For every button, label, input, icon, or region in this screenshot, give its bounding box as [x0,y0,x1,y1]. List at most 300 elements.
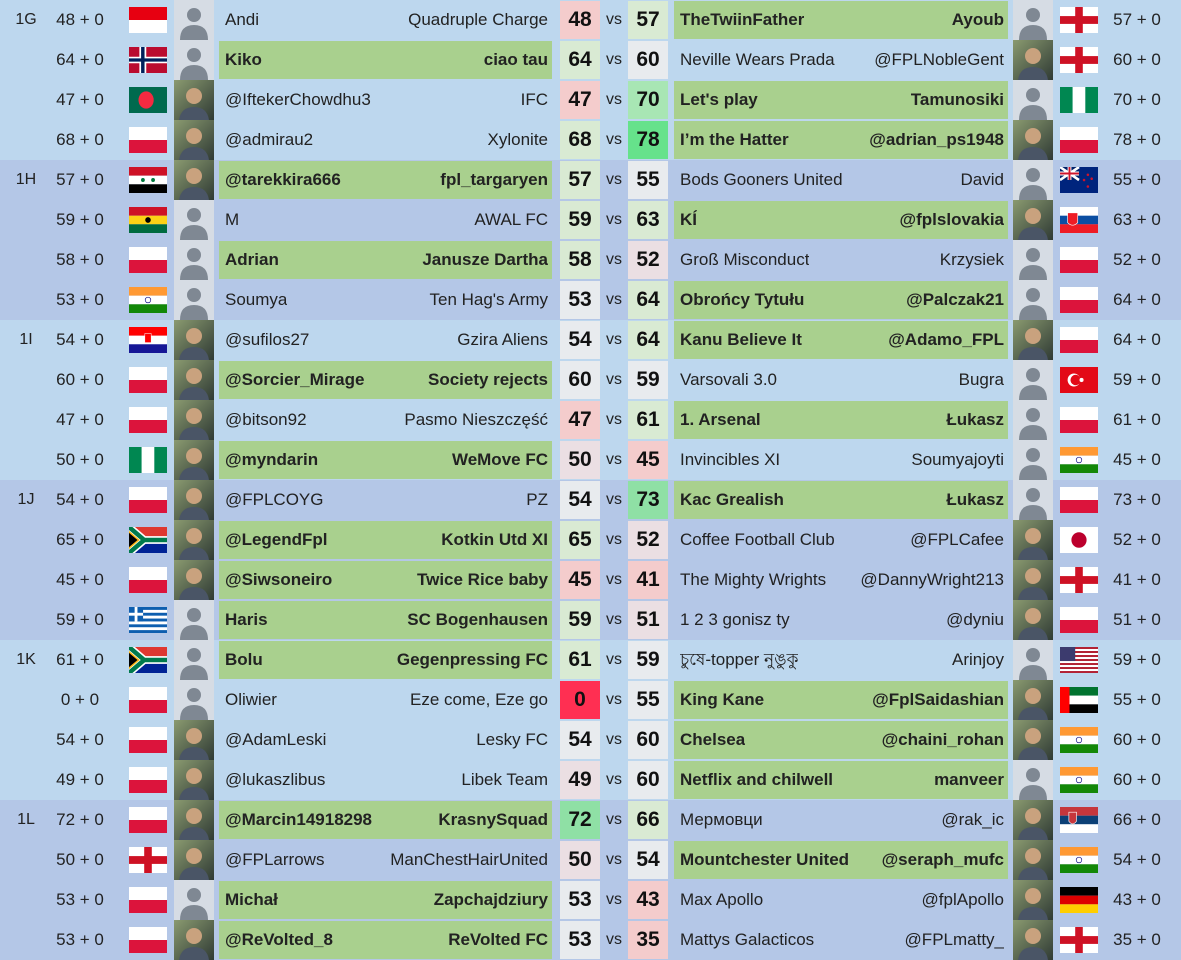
vs-label: vs [606,651,622,668]
new-zealand-flag-icon [1060,167,1098,193]
away-team-name: King Kane [680,690,765,709]
away-manager-name: Łukasz [946,490,1004,509]
home-team-name: WeMove FC [451,450,548,469]
away-team-name: Varsovali 3.0 [680,370,778,389]
fixture-row [0,520,1181,560]
home-team-name: Twice Rice baby [416,570,548,589]
away-score: 73 [628,481,668,519]
nigeria-flag-icon [129,447,167,473]
vs-label: vs [606,91,622,108]
away-manager-name: @adrian_ps1948 [869,130,1004,149]
home-points: 57 + 0 [56,170,104,189]
vs-label: vs [606,51,622,68]
home-manager-name: @admirau2 [225,130,314,149]
fixture-row [0,720,1181,760]
england-flag-icon [1060,927,1098,953]
away-points: 59 + 0 [1113,650,1161,669]
vs-label: vs [606,891,622,908]
away-team-name: 1. Arsenal [680,410,761,429]
home-entry [219,641,552,679]
away-points: 57 + 0 [1113,10,1161,29]
fixture-row [0,80,1181,120]
home-avatar [174,320,214,360]
vs-label: vs [606,211,622,228]
away-avatar [1013,80,1053,120]
fixture-row [0,800,1181,840]
fixture-row [0,120,1181,160]
away-manager-name: @Palczak21 [906,290,1004,309]
home-avatar [174,640,214,680]
away-score: 51 [628,601,668,639]
fixture-row [0,0,1181,40]
home-manager-name: Bolu [225,650,263,669]
home-entry [219,481,552,519]
away-score: 43 [628,881,668,919]
home-score: 45 [560,561,600,599]
home-score: 47 [560,401,600,439]
away-score: 41 [628,561,668,599]
home-manager-name: @lukaszlibus [225,770,326,789]
home-manager-name: Soumya [225,290,288,309]
home-avatar [174,400,214,440]
away-points: 66 + 0 [1113,810,1161,829]
away-points: 52 + 0 [1113,250,1161,269]
vs-label: vs [606,291,622,308]
croatia-flag-icon [129,327,167,353]
home-entry [219,721,552,759]
home-manager-name: @FPLarrows [225,850,325,869]
uae-flag-icon [1060,687,1098,713]
home-avatar [174,880,214,920]
vs-label: vs [606,11,622,28]
away-entry [674,1,1008,39]
home-avatar [174,480,214,520]
group-label: 1K [16,651,36,668]
fixture-row [0,880,1181,920]
away-avatar [1013,840,1053,880]
home-entry [219,801,552,839]
nigeria-flag-icon [1060,87,1098,113]
home-points: 59 + 0 [56,610,104,629]
home-manager-name: @Marcin14918298 [225,810,373,829]
fixture-row [0,240,1181,280]
fixture-row [0,440,1181,480]
away-avatar [1013,360,1053,400]
home-points: 60 + 0 [56,370,104,389]
away-score: 61 [628,401,668,439]
away-manager-name: @Adamo_FPL [888,330,1004,349]
away-manager-name: @DannyWright213 [860,570,1004,589]
away-entry [674,161,1008,199]
greece-flag-icon [129,607,167,633]
away-points: 60 + 0 [1113,50,1161,69]
home-points: 53 + 0 [56,890,104,909]
poland-flag-icon [1060,127,1098,153]
home-score: 0 [560,681,600,719]
away-avatar [1013,680,1053,720]
home-team-name: Kotkin Utd XI [441,530,548,549]
away-team-name: TheTwiinFather [680,10,805,29]
away-manager-name: @fplslovakia [899,210,1004,229]
home-avatar [174,760,214,800]
away-manager-name: @chaini_rohan [881,730,1004,749]
poland-flag-icon [129,407,167,433]
ghana-flag-icon [129,207,167,233]
fixture-row [0,600,1181,640]
fixture-row [0,840,1181,880]
home-points: 0 + 0 [60,690,100,709]
home-points: 61 + 0 [56,650,104,669]
away-points: 61 + 0 [1113,410,1161,429]
india-flag-icon [1060,727,1098,753]
england-flag-icon [1060,7,1098,33]
away-team-name: Neville Wears Prada [680,50,835,69]
home-team-name: Lesky FC [476,730,548,749]
poland-flag-icon [129,687,167,713]
away-points: 60 + 0 [1113,730,1161,749]
away-manager-name: Bugra [958,370,1004,389]
home-entry [219,401,552,439]
away-manager-name: @FPLmatty_ [904,930,1004,949]
home-manager-name: @IftekerChowdhu3 [225,90,371,109]
away-entry [674,801,1008,839]
home-avatar [174,520,214,560]
home-manager-name: @LegendFpl [225,530,328,549]
england-flag-icon [129,847,167,873]
away-points: 64 + 0 [1113,330,1161,349]
turkey-flag-icon [1060,367,1098,393]
away-team-name: চুষে-topper নুঙুকু [680,650,799,669]
serbia-flag-icon [1060,807,1098,833]
england-flag-icon [1060,567,1098,593]
away-entry [674,721,1008,759]
home-manager-name: @FPLCOYG [225,490,324,509]
away-score: 57 [628,1,668,39]
away-avatar [1013,40,1053,80]
home-team-name: Gzira Aliens [457,330,548,349]
away-score: 63 [628,201,668,239]
away-score: 35 [628,921,668,959]
away-team-name: Bods Gooners United [680,170,843,189]
away-entry [674,481,1008,519]
away-entry [674,281,1008,319]
home-team-name: SC Bogenhausen [407,610,548,629]
syria-flag-icon [129,167,167,193]
away-avatar [1013,600,1053,640]
fixture-row [0,200,1181,240]
vs-label: vs [606,451,622,468]
fixture-row [0,920,1181,960]
home-manager-name: @myndarin [225,450,319,469]
away-manager-name: manveer [934,770,1004,789]
home-avatar [174,40,214,80]
bangladesh-flag-icon [129,87,167,113]
away-entry [674,561,1008,599]
home-team-name: AWAL FC [474,210,548,229]
away-points: 59 + 0 [1113,370,1161,389]
away-avatar [1013,560,1053,600]
away-avatar [1013,400,1053,440]
home-manager-name: @tarekkira666 [225,170,341,189]
home-entry [219,201,552,239]
away-avatar [1013,800,1053,840]
away-avatar [1013,760,1053,800]
vs-label: vs [606,131,622,148]
away-team-name: The Mighty Wrights [680,570,827,589]
poland-flag-icon [1060,247,1098,273]
group-label: 1I [19,331,33,348]
home-points: 65 + 0 [56,530,104,549]
vs-label: vs [606,611,622,628]
home-entry [219,521,552,559]
fixture-row [0,400,1181,440]
home-score: 54 [560,721,600,759]
away-score: 54 [628,841,668,879]
away-team-name: Max Apollo [680,890,764,909]
home-team-name: ManChestHairUnited [390,850,548,869]
home-score: 65 [560,521,600,559]
away-avatar [1013,320,1053,360]
home-entry [219,161,552,199]
home-manager-name: Haris [225,610,268,629]
home-team-name: fpl_targaryen [440,170,548,189]
home-avatar [174,240,214,280]
away-score: 55 [628,681,668,719]
poland-flag-icon [1060,607,1098,633]
away-manager-name: @FPLNobleGent [874,50,1004,69]
group-label: 1J [17,491,35,508]
fixture-row [0,560,1181,600]
vs-label: vs [606,371,622,388]
away-score: 60 [628,761,668,799]
home-score: 53 [560,921,600,959]
home-points: 48 + 0 [56,10,104,29]
away-entry [674,521,1008,559]
home-manager-name: @bitson92 [225,410,307,429]
fixture-row [0,320,1181,360]
away-team-name: Groß Misconduct [680,250,810,269]
away-team-name: Kac Grealish [680,490,784,509]
away-manager-name: @dyniu [946,610,1004,629]
south-africa-flag-icon [129,527,167,553]
home-manager-name: Andi [225,10,260,29]
home-points: 50 + 0 [56,450,104,469]
home-manager-name: @ReVolted_8 [225,930,333,949]
away-entry [674,841,1008,879]
india-flag-icon [1060,767,1098,793]
away-manager-name: Soumyajoyti [911,450,1004,469]
home-team-name: ciao tau [483,50,548,69]
home-score: 50 [560,841,600,879]
home-manager-name: Adrian [225,250,279,269]
away-manager-name: Krzysiek [939,250,1004,269]
home-points: 59 + 0 [56,210,104,229]
away-points: 55 + 0 [1113,690,1161,709]
home-avatar [174,200,214,240]
away-avatar [1013,640,1053,680]
home-entry [219,241,552,279]
away-manager-name: Tamunosiki [910,90,1004,109]
away-entry [674,201,1008,239]
away-team-name: Let's play [680,90,758,109]
away-avatar [1013,200,1053,240]
away-manager-name: @FPLCafee [910,530,1004,549]
away-score: 64 [628,281,668,319]
home-points: 68 + 0 [56,130,104,149]
away-avatar [1013,160,1053,200]
away-team-name: Mountchester United [680,850,850,869]
away-avatar [1013,0,1053,40]
away-points: 78 + 0 [1113,130,1161,149]
poland-flag-icon [129,367,167,393]
group-label: 1G [15,11,37,28]
home-points: 45 + 0 [56,570,104,589]
vs-label: vs [606,411,622,428]
home-manager-name: Kiko [225,50,262,69]
poland-flag-icon [1060,487,1098,513]
away-team-name: I’m the Hatter [680,130,789,149]
away-team-name: 1 2 3 gonisz ty [680,610,790,629]
poland-flag-icon [1060,327,1098,353]
fixture-row [0,280,1181,320]
home-points: 54 + 0 [56,730,104,749]
home-entry [219,121,552,159]
home-score: 54 [560,481,600,519]
home-score: 68 [560,121,600,159]
away-points: 70 + 0 [1113,90,1161,109]
home-score: 60 [560,361,600,399]
away-avatar [1013,280,1053,320]
usa-flag-icon [1060,647,1098,673]
away-score: 45 [628,441,668,479]
away-entry [674,601,1008,639]
vs-label: vs [606,331,622,348]
away-avatar [1013,880,1053,920]
away-entry [674,441,1008,479]
home-entry [219,921,552,959]
home-avatar [174,560,214,600]
home-score: 59 [560,601,600,639]
away-points: 35 + 0 [1113,930,1161,949]
home-team-name: Eze come, Eze go [410,690,548,709]
india-flag-icon [1060,447,1098,473]
home-score: 49 [560,761,600,799]
away-points: 60 + 0 [1113,770,1161,789]
away-manager-name: Arinjoy [952,650,1004,669]
slovakia-flag-icon [1060,207,1098,233]
home-avatar [174,680,214,720]
fixture-row [0,160,1181,200]
vs-label: vs [606,851,622,868]
group-label: 1H [15,171,37,188]
norway-flag-icon [129,47,167,73]
home-manager-name: @AdamLeski [225,730,327,749]
away-points: 45 + 0 [1113,450,1161,469]
poland-flag-icon [129,887,167,913]
home-score: 47 [560,81,600,119]
home-avatar [174,280,214,320]
poland-flag-icon [1060,287,1098,313]
home-team-name: Ten Hag's Army [429,290,548,309]
away-entry [674,81,1008,119]
home-score: 58 [560,241,600,279]
india-flag-icon [1060,847,1098,873]
home-avatar [174,840,214,880]
home-score: 59 [560,201,600,239]
away-score: 78 [628,121,668,159]
away-manager-name: Ayoub [951,10,1004,29]
away-team-name: Obrońcy Tytułu [680,290,805,309]
fixture-row [0,480,1181,520]
fixture-row [0,40,1181,80]
home-team-name: Janusze Dartha [422,250,548,269]
away-avatar [1013,920,1053,960]
away-score: 55 [628,161,668,199]
home-entry [219,561,552,599]
away-manager-name: David [960,170,1004,189]
home-points: 49 + 0 [56,770,104,789]
home-manager-name: Oliwier [225,690,277,709]
vs-label: vs [606,931,622,948]
poland-flag-icon [1060,407,1098,433]
away-score: 64 [628,321,668,359]
home-score: 61 [560,641,600,679]
away-entry [674,761,1008,799]
away-team-name: Netflix and chilwell [680,770,834,789]
home-manager-name: @Sorcier_Mirage [225,370,365,389]
away-score: 59 [628,361,668,399]
home-points: 54 + 0 [56,490,104,509]
away-score: 60 [628,41,668,79]
poland-flag-icon [129,247,167,273]
home-team-name: ReVolted FC [448,930,548,949]
away-entry [674,321,1008,359]
germany-flag-icon [1060,887,1098,913]
home-entry [219,361,552,399]
vs-label: vs [606,491,622,508]
india-flag-icon [129,287,167,313]
home-avatar [174,0,214,40]
away-avatar [1013,520,1053,560]
home-points: 64 + 0 [56,50,104,69]
away-points: 64 + 0 [1113,290,1161,309]
home-avatar [174,440,214,480]
away-avatar [1013,440,1053,480]
away-points: 51 + 0 [1113,610,1161,629]
away-points: 41 + 0 [1113,570,1161,589]
away-score: 52 [628,241,668,279]
home-points: 53 + 0 [56,930,104,949]
away-team-name: Мермовци [680,810,763,829]
away-entry [674,41,1008,79]
away-entry [674,881,1008,919]
poland-flag-icon [129,487,167,513]
home-points: 72 + 0 [56,810,104,829]
away-score: 52 [628,521,668,559]
home-avatar [174,160,214,200]
vs-label: vs [606,251,622,268]
home-score: 57 [560,161,600,199]
home-entry [219,41,552,79]
home-manager-name: @sufilos27 [225,330,310,349]
vs-label: vs [606,691,622,708]
away-team-name: Chelsea [680,730,746,749]
away-score: 59 [628,641,668,679]
vs-label: vs [606,531,622,548]
away-score: 70 [628,81,668,119]
home-points: 50 + 0 [56,850,104,869]
home-entry [219,601,552,639]
